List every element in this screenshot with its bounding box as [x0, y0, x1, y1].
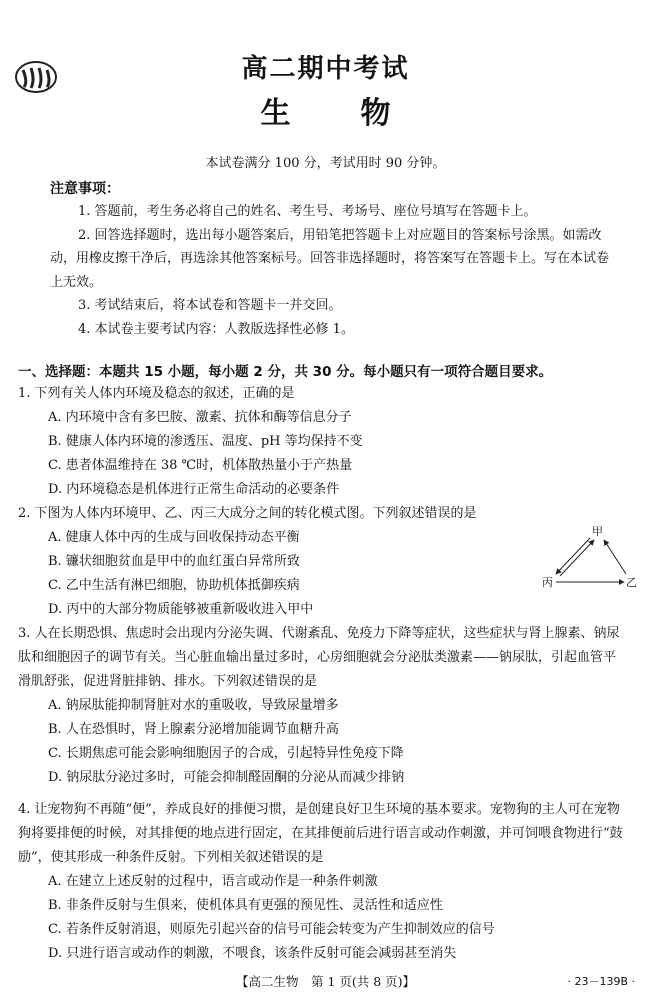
- question-4: [18, 798, 628, 966]
- subject-right: 物: [360, 96, 391, 131]
- option-a: A. 健康人体中丙的生成与回收保持动态平衡: [48, 530, 300, 545]
- arrow-bing-to-jia: [560, 540, 594, 576]
- label-yi: 乙: [626, 576, 637, 589]
- question-1: [18, 382, 628, 502]
- option-a: A. 内环境中含有多巴胺、激素、抗体和酶等信息分子: [48, 410, 352, 425]
- option-d: D. 丙中的大部分物质能够被重新吸收进入甲中: [48, 602, 314, 617]
- label-jia: 甲: [592, 525, 603, 538]
- paper-code: · 23－139B ·: [567, 975, 635, 988]
- option-d: D. 钠尿肽分泌过多时，可能会抑制醛固酮的分泌从而减少排钠: [48, 770, 405, 785]
- option-c: C. 若条件反射消退，则原先引起兴奋的信号可能会转变为产生抑制效应的信号: [48, 922, 495, 937]
- option-d: D. 只进行语言或动作的刺激，不喂食，该条件反射可能会减弱甚至消失: [48, 946, 457, 961]
- section-heading: 一、选择题：本题共 15 小题，每小题 2 分，共 30 分。每小题只有一项符合题目要求。: [18, 364, 553, 380]
- notice-item: 4. 本试卷主要考试内容：人教版选择性必修 1。: [78, 321, 354, 337]
- label-bing: 丙: [542, 576, 553, 589]
- option-b: B. 镰状细胞贫血是甲中的血红蛋白异常所致: [48, 554, 300, 569]
- option-b: B. 人在恐惧时，肾上腺素分泌增加能调节血糖升高: [48, 722, 339, 737]
- notice-heading: 注意事项：: [50, 181, 120, 197]
- question-3: [18, 622, 628, 790]
- question-stem: 1. 下列有关人体内环境及稳态的叙述，正确的是: [18, 386, 295, 401]
- subject-title: [0, 88, 651, 132]
- option-a: A. 钠尿肽能抑制肾脏对水的重吸收，导致尿量增多: [48, 698, 339, 713]
- option-b: B. 健康人体内环境的渗透压、温度、pH 等均保持不变: [48, 434, 363, 449]
- option-a: A. 在建立上述反射的过程中，语言或动作是一种条件刺激: [48, 874, 378, 889]
- question-stem: 3. 人在长期恐惧、焦虑时会出现内分泌失调、代谢紊乱、免疫力下降等症状，这些症状与肾上腺素、钠尿肽和细胞因子的调节有关。当心脏血输出量过多时，心房细胞就会分泌肽类激素——钠尿肽，引起血管平滑肌舒张，促进肾脏排钠、排水。下列叙述错误的是: [18, 626, 620, 689]
- arrow-jia-to-bing: [556, 538, 590, 574]
- notice-item: 2. 回答选择题时，选出每小题答案后，用铅笔把答题卡上对应题目的答案标号涂黑。如需改动，用橡皮擦干净后，再选涂其他答案标号。回答非选择题时，将答案写在答题卡上。写在本试卷上无效。: [50, 227, 610, 290]
- exam-meta: 本试卷满分 100 分，考试用时 90 分钟。: [205, 156, 446, 171]
- notice-item: 1. 答题前，考生务必将自己的姓名、考生号、考场号、座位号填写在答题卡上。: [78, 204, 537, 219]
- page-footer: 【高二生物 第 1 页(共 8 页)】: [235, 974, 416, 989]
- question-stem: 4. 让宠物狗不再随“便”，养成良好的排便习惯，是创建良好卫生环境的基本要求。宠物狗的主人可在宠物狗将要排便的时候，对其排便的地点进行固定，在其排便前后进行语言或动作刺激，并可饲喂食物进行“鼓励”，使其形成一种条件反射。下列相关叙述错误的是: [18, 802, 623, 865]
- subject-left: 生: [260, 96, 291, 131]
- option-c: C. 患者体温维持在 38 ℃时，机体散热量小于产热量: [48, 458, 353, 473]
- notice-item: 3. 考试结束后，将本试卷和答题卡一并交回。: [78, 298, 342, 313]
- option-d: D. 内环境稳态是机体进行正常生命活动的必要条件: [48, 482, 340, 497]
- exam-title: 高二期中考试: [241, 54, 410, 84]
- arrow-yi-to-jia: [604, 540, 626, 574]
- option-c: C. 长期焦虑可能会影响细胞因子的合成，引起特异性免疫下降: [48, 746, 404, 761]
- question-2: [18, 502, 628, 622]
- question-stem: 2. 下图为人体内环境甲、乙、丙三大成分之间的转化模式图。下列叙述错误的是: [18, 506, 477, 521]
- option-b: B. 非条件反射与生俱来，使机体具有更强的预见性、灵活性和适应性: [48, 898, 443, 913]
- notice-list: [50, 200, 615, 341]
- option-c: C. 乙中生活有淋巴细胞，协助机体抵御疾病: [48, 578, 300, 593]
- fluid-conversion-diagram: [540, 522, 638, 590]
